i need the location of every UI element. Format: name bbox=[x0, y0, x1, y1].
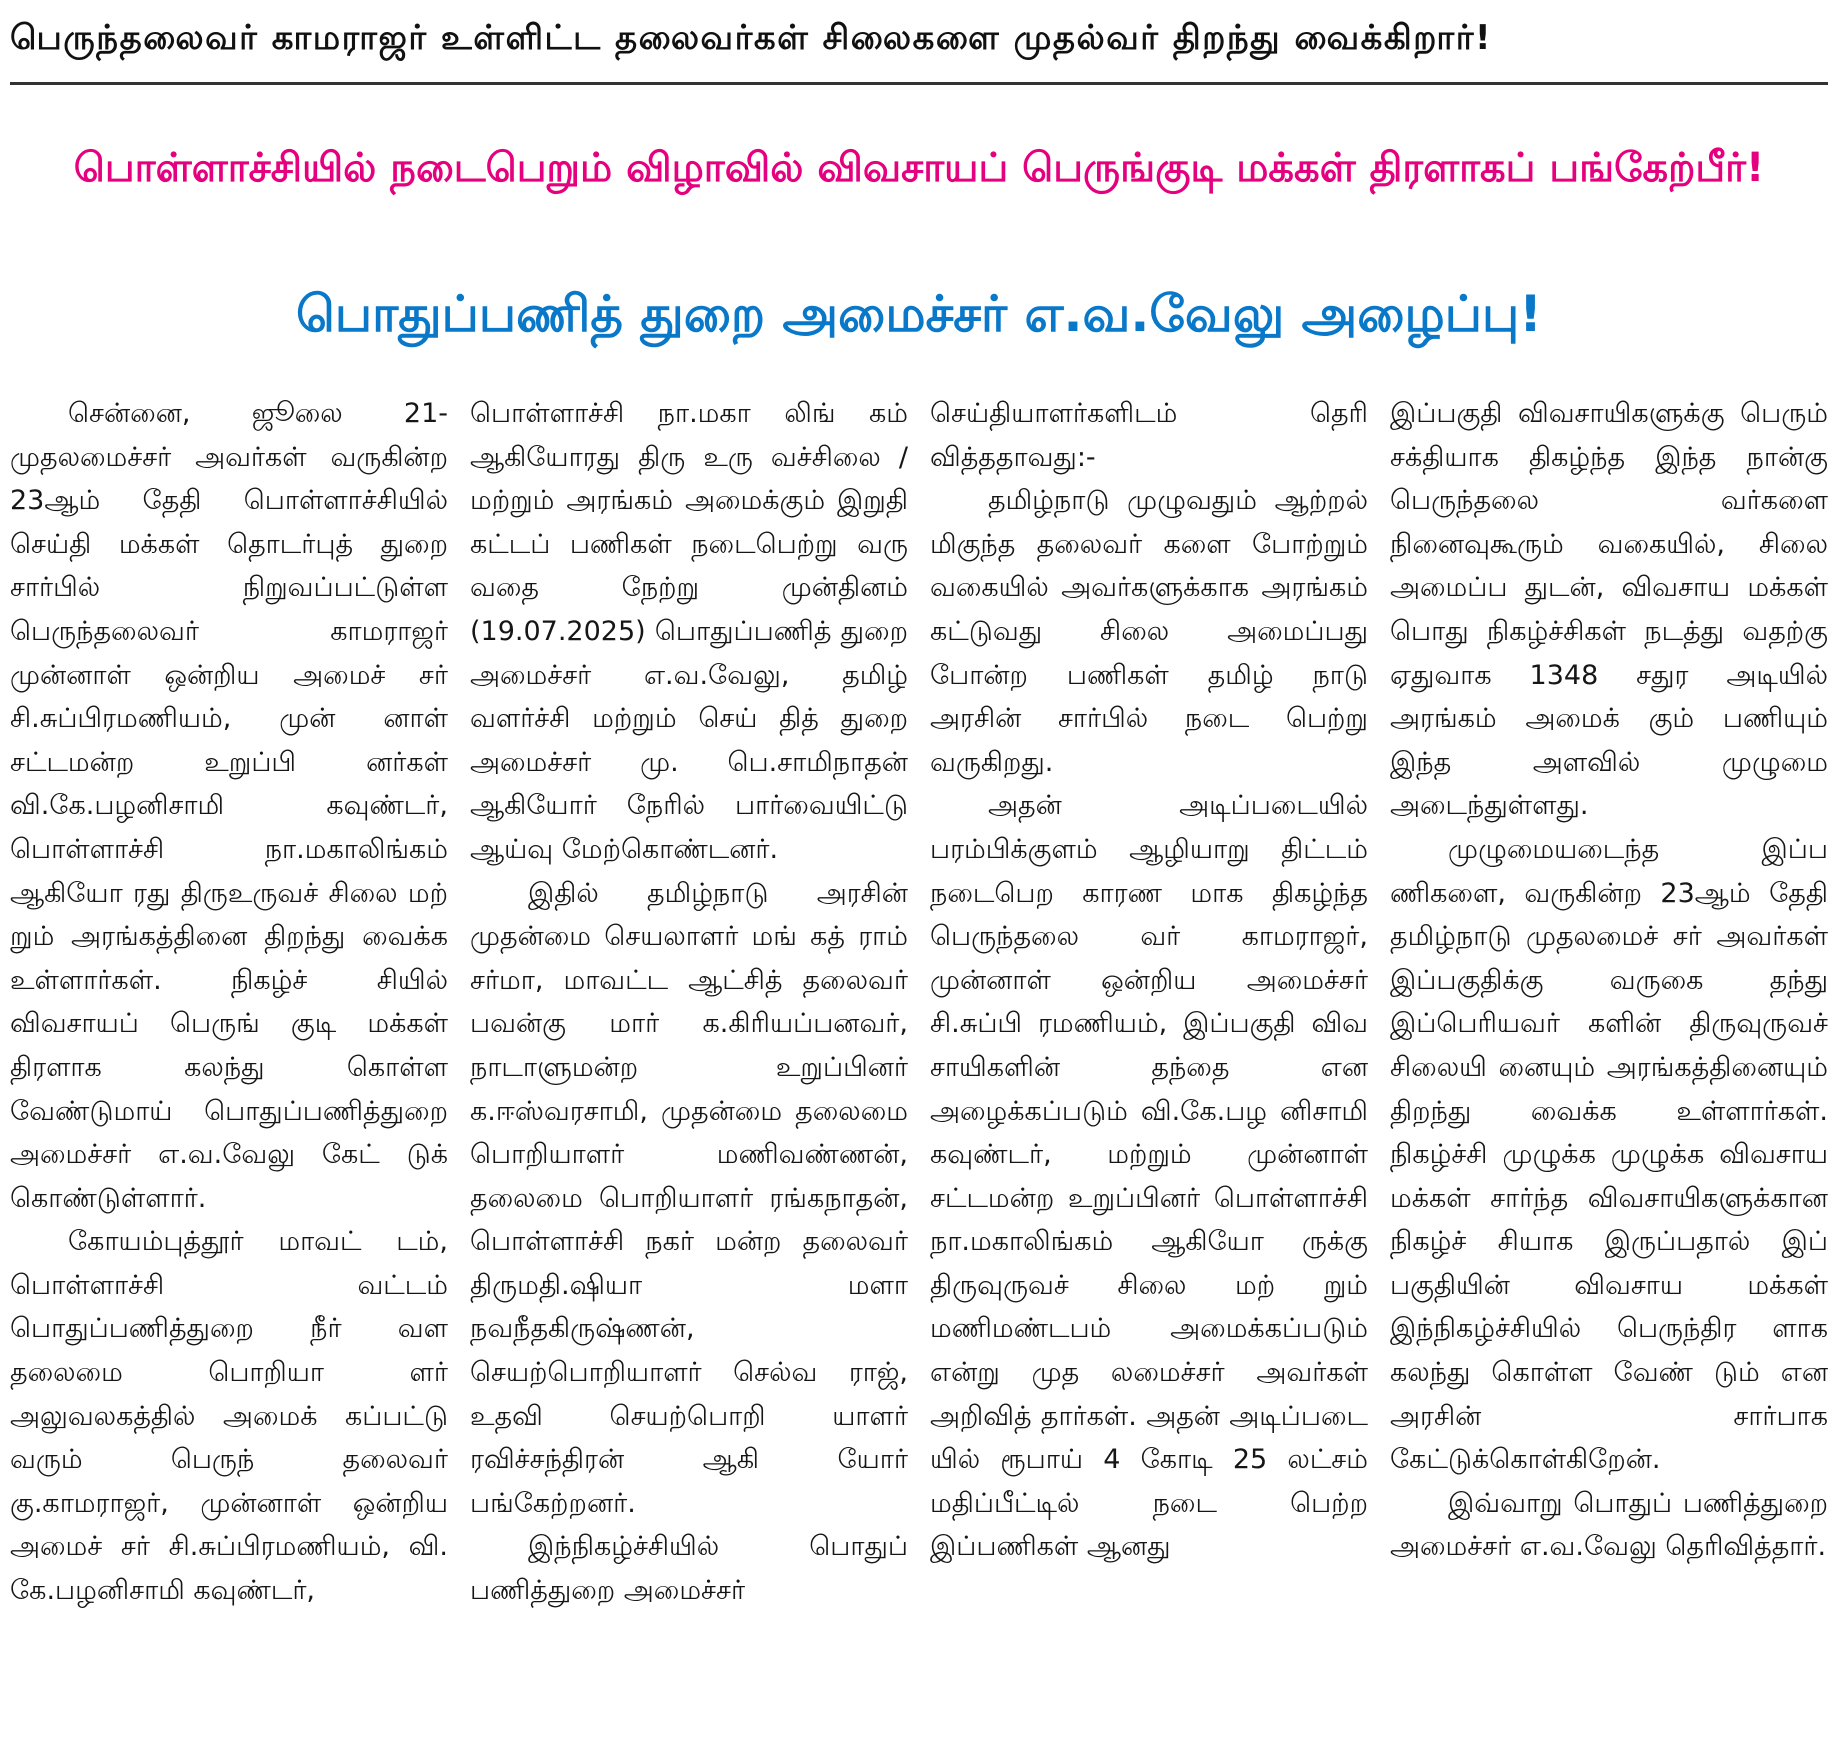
paragraph: செய்தியாளர்களிடம் தெரி வித்ததாவது:- bbox=[930, 398, 1368, 473]
paragraph: அதன் அடிப்படையில் பரம்பிக்குளம் ஆழியாறு திட்டம் நடைபெற காரண மாக திகழ்ந்த பெருந்தலை வர் காமராஜர், முன்னாள் ஒன்றிய அமைச்சர் சி.சுப்பி ரமணியம், இப்பகுதி விவ சாயிகளின் தந்தை என அழைக்கப்படும் வி.கே.பழ னிசாமி கவுண்டர், மற்றும் முன்னாள் சட்டமன்ற உறுப்பினர் பொள்ளாச்சி நா.மகாலிங்கம் ஆகியோ ருக்கு திருவுருவச் சிலை மற் றும் மணிமண்டபம் அமைக்கப்படும் என்று முத லமைச்சர் அவர்கள் அறிவித் தார்கள். அதன் அடிப்படை யில் ரூபாய் 4 கோடி 25 லட்சம் மதிப்பீட்டில் நடை பெற்ற இப்பணிகள் ஆனது bbox=[930, 790, 1368, 1563]
paragraph: தமிழ்நாடு முழுவதும் ஆற்றல் மிகுந்த தலைவர் களை போற்றும் வகையில் அவர்களுக்காக அரங்கம் கட்டுவது சிலை அமைப்பது போன்ற பணிகள் தமிழ் நாடு அரசின் சார்பில் நடை பெற்று வருகிறது. bbox=[930, 485, 1368, 778]
article-column-3 bbox=[930, 392, 1368, 1746]
article-column-4 bbox=[1390, 392, 1828, 1746]
paragraph: இதில் தமிழ்நாடு அரசின் முதன்மை செயலாளர் மங் கத் ராம் சர்மா, மாவட்ட ஆட்சித் தலைவர் பவன்கு மார் க.கிரியப்பனவர், நாடாளுமன்ற உறுப்பினர் க.ஈஸ்வரசாமி, முதன்மை தலைமை பொறியாளர் மணிவண்ணன், தலைமை பொறியாளர் ரங்கநாதன், பொள்ளாச்சி நகர் மன்ற தலைவர் திருமதி.ஷியா மளா நவநீதகிருஷ்ணன், செயற்பொறியாளர் செல்வ ராஜ், உதவி செயற்பொறி யாளர் ரவிச்சந்திரன் ஆகி யோர் பங்கேற்றனர். bbox=[470, 877, 908, 1519]
paragraph: சென்னை, ஜூலை 21- முதலமைச்சர் அவர்கள் வருகின்ற 23ஆம் தேதி பொள்ளாச்சியில் செய்தி மக்கள் தொடர்புத் துறை சார்பில் நிறுவப்பட்டுள்ள பெருந்தலைவர் காமராஜர் முன்னாள் ஒன்றிய அமைச் சர் சி.சுப்பிரமணியம், முன் னாள் சட்டமன்ற உறுப்பி னர்கள் வி.கே.பழனிசாமி கவுண்டர், பொள்ளாச்சி நா.மகாலிங்கம் ஆகியோ ரது திருஉருவச் சிலை மற் றும் அரங்கத்தினை திறந்து வைக்க உள்ளார்கள். நிகழ்ச் சியில் விவசாயப் பெருங் குடி மக்கள் திரளாக கலந்து கொள்ள வேண்டுமாய் பொதுப்பணித்துறை அமைச்சர் எ.வ.வேலு கேட் டுக் கொண்டுள்ளார். bbox=[10, 398, 448, 1214]
paragraph: இப்பகுதி விவசாயிகளுக்கு பெரும் சக்தியாக திகழ்ந்த இந்த நான்கு பெருந்தலை வர்களை நினைவுகூரும் வகையில், சிலை அமைப்ப துடன், விவசாய மக்கள் பொது நிகழ்ச்சிகள் நடத்து வதற்கு ஏதுவாக 1348 சதுர அடியில் அரங்கம் அமைக் கும் பணியும் இந்த அளவில் முழுமை அடைந்துள்ளது. bbox=[1390, 398, 1828, 822]
paragraph: முழுமையடைந்த இப்ப ணிகளை, வருகின்ற 23ஆம் தேதி தமிழ்நாடு முதலமைச் சர் அவர்கள் இப்பகுதிக்கு வருகை தந்து இப்பெரியவர் களின் திருவுருவச் சிலையி னையும் அரங்கத்தினையும் திறந்து வைக்க உள்ளார்கள். நிகழ்ச்சி முழுக்க முழுக்க விவசாய மக்கள் சார்ந்த விவசாயிகளுக்கான நிகழ்ச் சியாக இருப்பதால் இப் பகுதியின் விவசாய மக்கள் இந்நிகழ்ச்சியில் பெருந்திர ளாக கலந்து கொள்ள வேண் டும் என அரசின் சார்பாக கேட்டுக்கொள்கிறேன். bbox=[1390, 833, 1828, 1476]
sub-headline: பொதுப்பணித் துறை அமைச்சர் எ.வ.வேலு அழைப்பு! bbox=[296, 285, 1542, 343]
main-headline: பொள்ளாச்சியில் நடைபெறும் விழாவில் விவசாயப் பெருங்குடி மக்கள் திரளாகப் பங்கேற்பீர்! bbox=[73, 145, 1765, 191]
paragraph: கோயம்புத்தூர் மாவட் டம், பொள்ளாச்சி வட்டம் பொதுப்பணித்துறை நீர் வள தலைமை பொறியா ளர் அலுவலகத்தில் அமைக் கப்பட்டு வரும் பெருந் தலைவர் கு.காமராஜர், முன்னாள் ஒன்றிய அமைச் சர் சி.சுப்பிரமணியம், வி. கே.பழனிசாமி கவுண்டர், bbox=[10, 1226, 448, 1607]
paragraph: இவ்வாறு பொதுப் பணித்துறை அமைச்சர் எ.வ.வேலு தெரிவித்தார். bbox=[1390, 1487, 1828, 1563]
paragraph: இந்நிகழ்ச்சியில் பொதுப் பணித்துறை அமைச்சர் bbox=[470, 1531, 908, 1607]
article-column-1 bbox=[10, 392, 448, 1746]
article-column-2 bbox=[470, 392, 908, 1746]
kicker-headline: பெருந்தலைவர் காமராஜர் உள்ளிட்ட தலைவர்கள் சிலைகளை முதல்வர் திறந்து வைக்கிறார்! bbox=[10, 2, 1828, 85]
paragraph: பொள்ளாச்சி நா.மகா லிங் கம் ஆகியோரது திரு உரு வச்சிலை / மற்றும் அரங்கம் அமைக்கும் இறுதி கட்டப் பணிகள் நடைபெற்று வரு வதை நேற்று முன்தினம் (19.07.2025) பொதுப்பணித் துறை அமைச்சர் எ.வ.வேலு, தமிழ் வளர்ச்சி மற்றும் செய் தித் துறை அமைச்சர் மு. பெ.சாமிநாதன் ஆகியோர் நேரில் பார்வையிட்டு ஆய்வு மேற்கொண்டனர். bbox=[470, 398, 908, 865]
article-body bbox=[10, 392, 1828, 1746]
